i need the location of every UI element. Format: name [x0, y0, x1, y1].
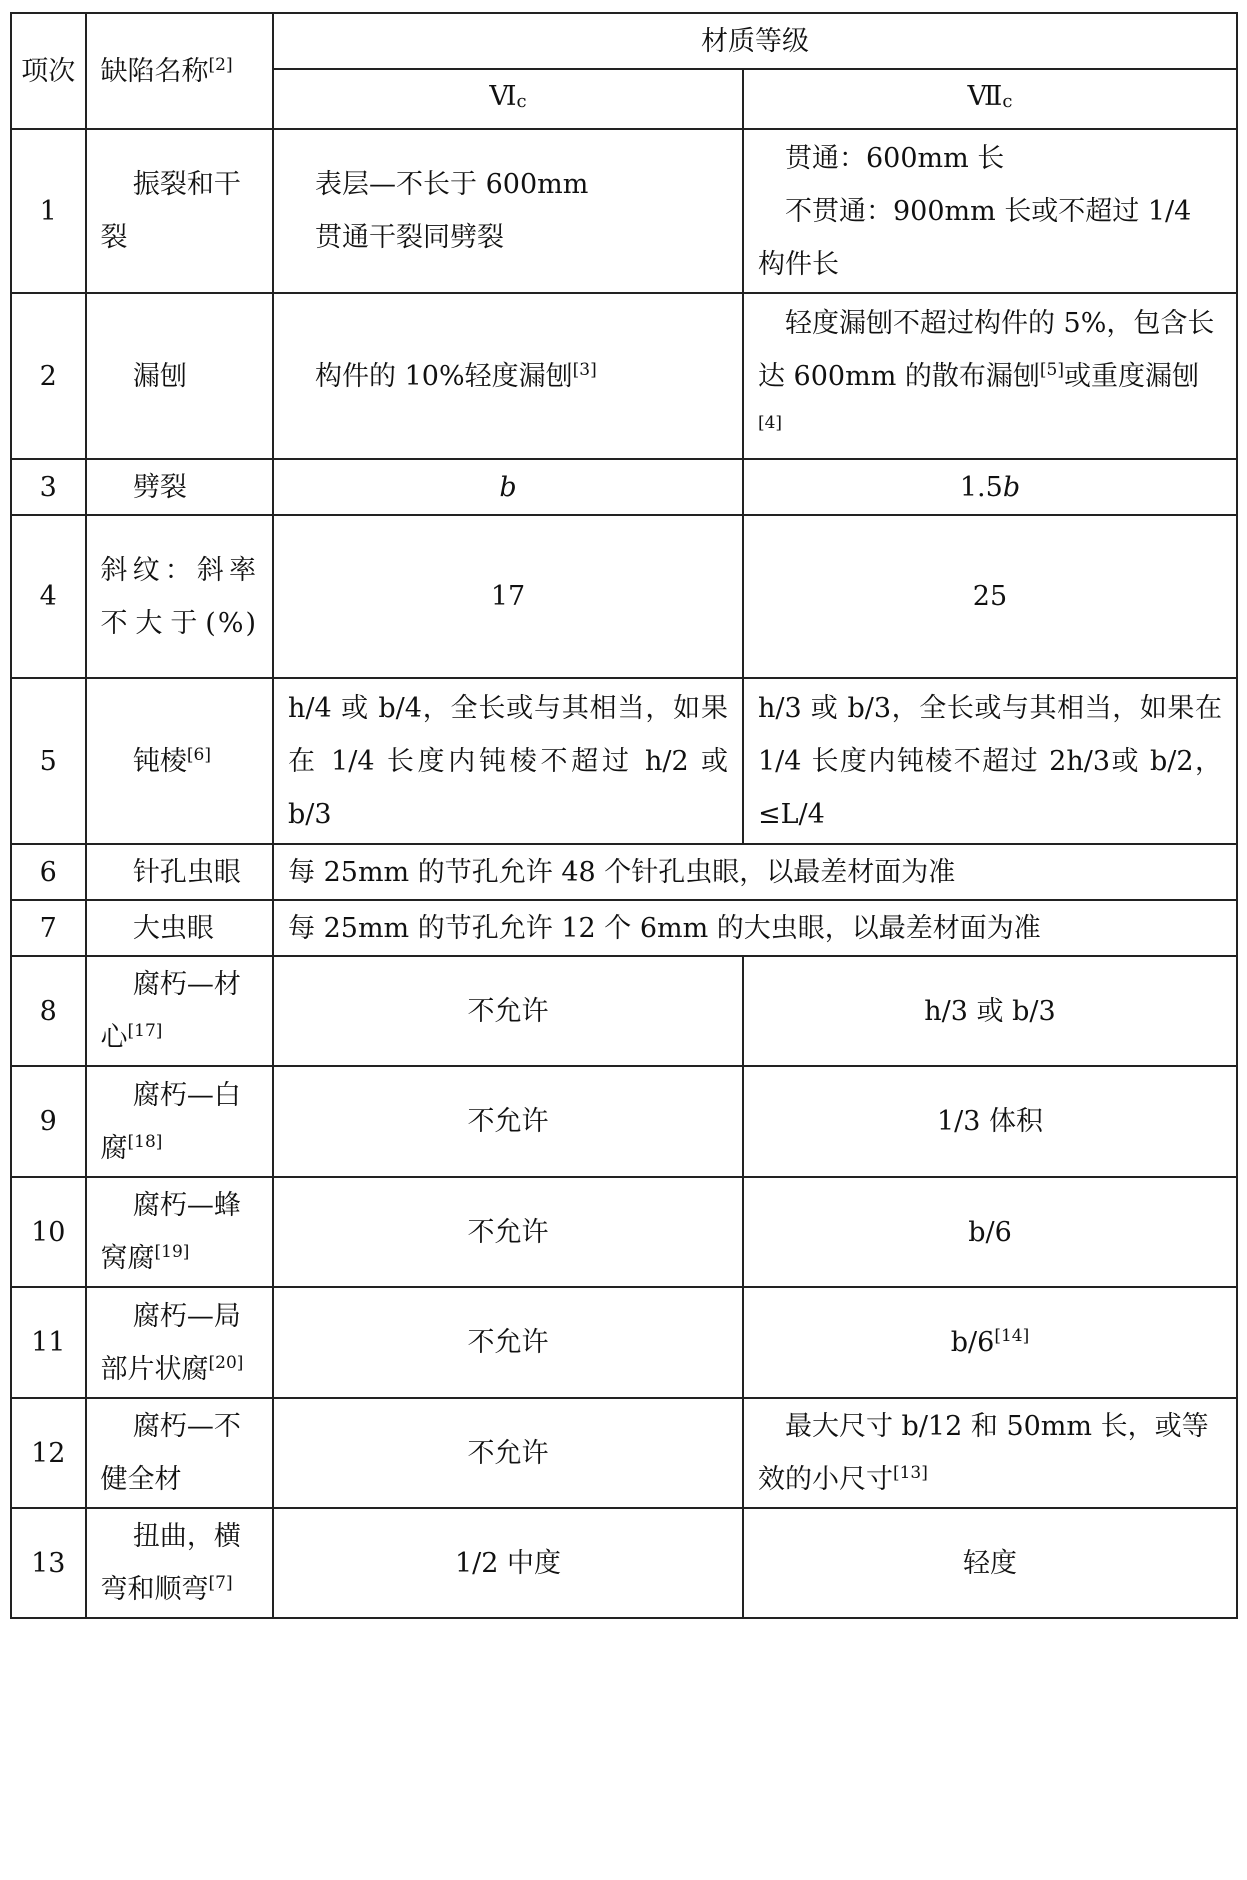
header-item: 项次: [11, 13, 86, 129]
grade-a-value: 不允许: [273, 1066, 743, 1177]
item-number: 12: [11, 1398, 86, 1508]
defect-name: 扭曲，横弯和顺弯[7]: [86, 1508, 274, 1618]
table-row: [11, 1508, 1237, 1618]
header-grade-a: $Ⅵ_c$: [273, 69, 743, 129]
defect-name: 腐朽—蜂窝腐[19]: [86, 1177, 274, 1287]
header-grade: 材质等级: [273, 13, 1237, 69]
table-row: [11, 459, 1237, 515]
table-row: [11, 1287, 1237, 1398]
table-row: [11, 293, 1237, 459]
item-number: 10: [11, 1177, 86, 1287]
grade-b-value: 轻度漏刨不超过构件的 5%，包含长达 600mm 的散布漏刨[5]或重度漏刨[4]: [743, 293, 1237, 459]
grade-b-value: 最大尺寸 b/12 和 50mm 长，或等效的小尺寸[13]: [743, 1398, 1237, 1508]
grade-a-value: 不允许: [273, 1398, 743, 1508]
defect-name: 振裂和干裂: [86, 129, 274, 293]
defect-name: 漏刨: [86, 293, 274, 459]
grade-a-value: 不允许: [273, 1287, 743, 1398]
defect-name: 针孔虫眼: [86, 844, 274, 900]
item-number: 2: [11, 293, 86, 459]
defect-name: 腐朽—白腐[18]: [86, 1066, 274, 1177]
item-number: 9: [11, 1066, 86, 1177]
item-number: 6: [11, 844, 86, 900]
grade-b-value: 25: [743, 515, 1237, 678]
grade-b-value: h/3 或 b/3: [743, 956, 1237, 1066]
item-number: 11: [11, 1287, 86, 1398]
merged-value: 每 25mm 的节孔允许 12 个 6mm 的大虫眼，以最差材面为准: [273, 900, 1237, 956]
grade-b-line: 贯通：600mm 长: [784, 142, 1005, 174]
table-row: [11, 678, 1237, 844]
table-row: [11, 1177, 1237, 1287]
defect-name: 腐朽—材心[17]: [86, 956, 274, 1066]
item-number: 7: [11, 900, 86, 956]
grade-a-value: 17: [273, 515, 743, 678]
item-number: 8: [11, 956, 86, 1066]
table-row: [11, 844, 1237, 900]
grade-b-value: 1/3 体积: [743, 1066, 1237, 1177]
table-row: [11, 515, 1237, 678]
grade-b-value: h/3 或 b/3，全长或与其相当，如果在 1/4 长度内钝棱不超过 2h/3或 b/2，≤L/4: [743, 678, 1237, 844]
grade-b-value: 轻度: [743, 1508, 1237, 1618]
grade-a-value: 不允许: [273, 1177, 743, 1287]
defect-name: 斜纹：斜率不大于(%): [86, 515, 274, 678]
header-grade-b: $Ⅶ_c$: [743, 69, 1237, 129]
grade-a-value: 不允许: [273, 956, 743, 1066]
defect-grade-table: [10, 12, 1238, 1619]
defect-name: 腐朽—局部片状腐[20]: [86, 1287, 274, 1398]
item-number: 3: [11, 459, 86, 515]
defect-name: 劈裂: [86, 459, 274, 515]
grade-b-value: 1.5b: [743, 459, 1237, 515]
table-row: [11, 1066, 1237, 1177]
table-row: [11, 956, 1237, 1066]
grade-b-value: [743, 129, 1237, 293]
defect-name: 大虫眼: [86, 900, 274, 956]
item-number: 4: [11, 515, 86, 678]
grade-a-line: 表层—不长于 600mm: [315, 169, 589, 200]
grade-b-line: 不贯通：900mm 长或不超过 1/4 构件长: [757, 195, 1192, 280]
grade-a-value: [273, 129, 743, 293]
grade-a-value: 1/2 中度: [273, 1508, 743, 1618]
item-number: 5: [11, 678, 86, 844]
table-row: [11, 1398, 1237, 1508]
item-number: 1: [11, 129, 86, 293]
defect-name: 腐朽—不健全材: [86, 1398, 274, 1508]
grade-b-value: b/6[14]: [743, 1287, 1237, 1398]
grade-a-value: 构件的 10%轻度漏刨[3]: [273, 293, 743, 459]
defect-name: 钝棱[6]: [86, 678, 274, 844]
table-row: [11, 129, 1237, 293]
grade-a-line: 贯通干裂同劈裂: [315, 222, 505, 253]
grade-a-value: b: [273, 459, 743, 515]
grade-b-value: b/6: [743, 1177, 1237, 1287]
grade-a-value: h/4 或 b/4，全长或与其相当，如果在 1/4 长度内钝棱不超过 h/2 或 b/3: [273, 678, 743, 844]
merged-value: 每 25mm 的节孔允许 48 个针孔虫眼，以最差材面为准: [273, 844, 1237, 900]
table-row: [11, 900, 1237, 956]
header-defect: 缺陷名称[2]: [86, 13, 274, 129]
item-number: 13: [11, 1508, 86, 1618]
